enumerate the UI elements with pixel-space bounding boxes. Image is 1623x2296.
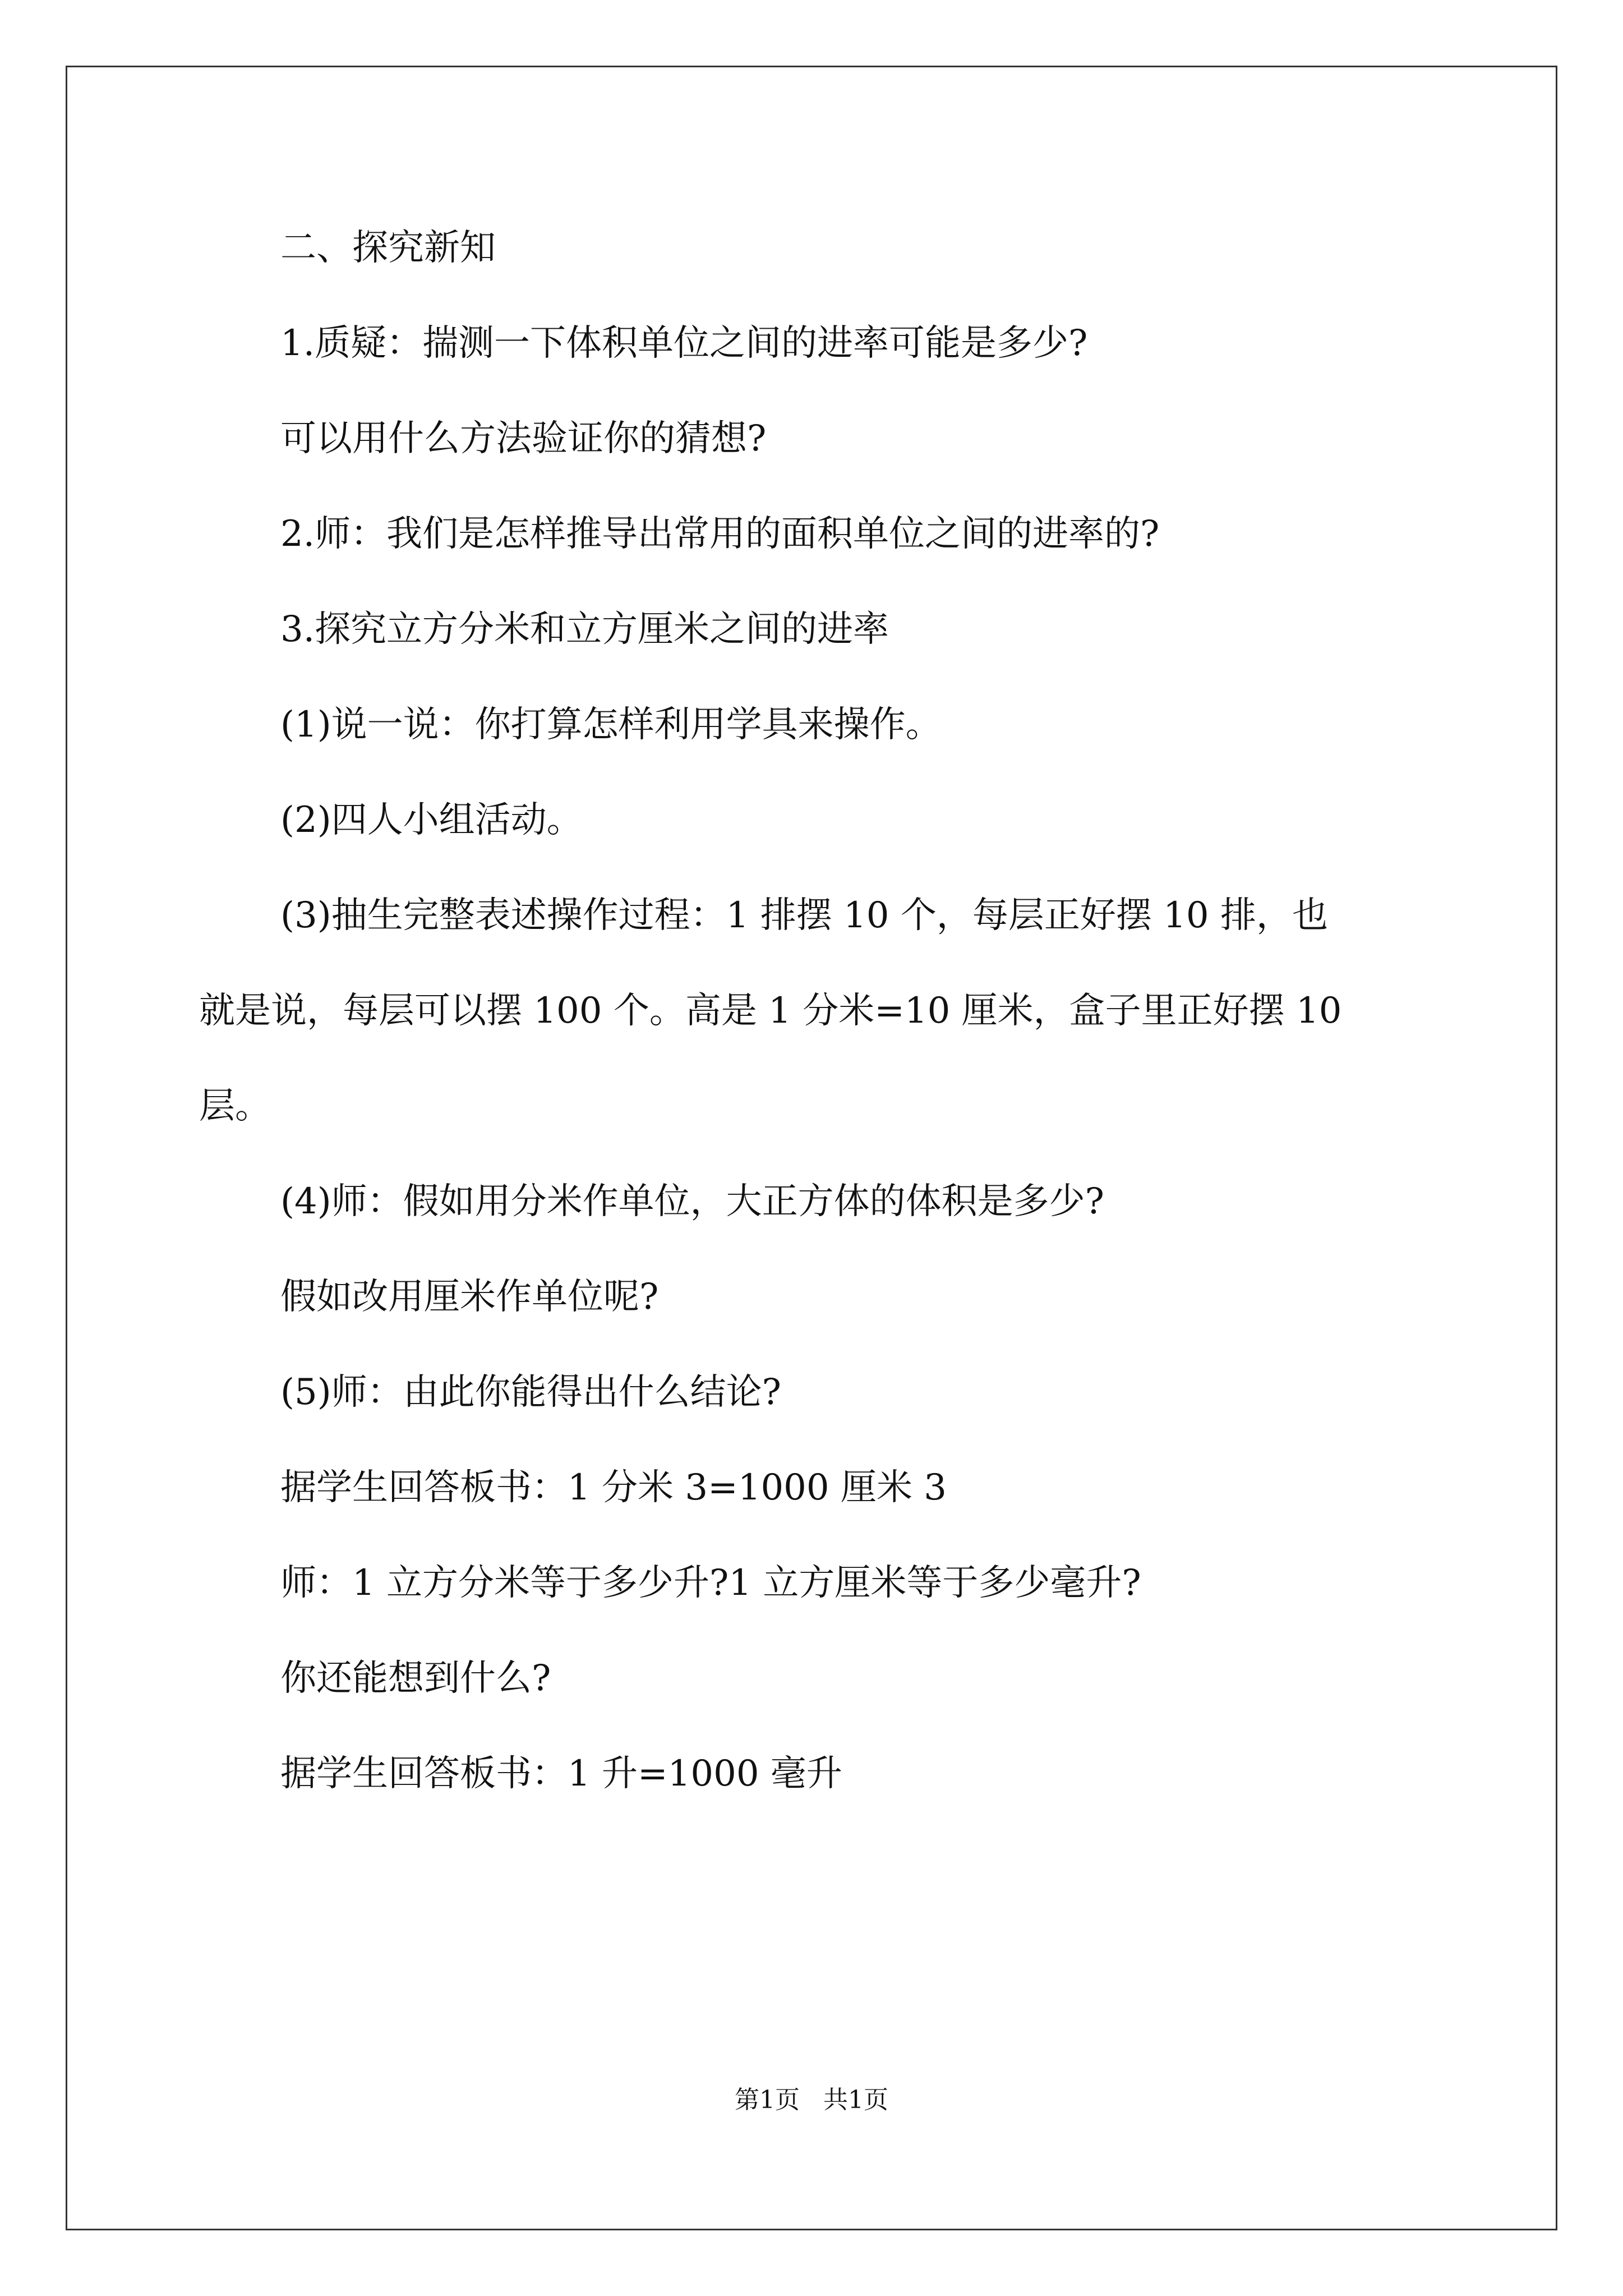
paragraph-line: 师：1 立方分米等于多少升?1 立方厘米等于多少毫升? — [280, 1562, 1141, 1604]
page-footer: 第1页 共1页 — [735, 2086, 888, 2114]
paragraph-line: 据学生回答板书：1 升=1000 毫升 — [280, 1753, 842, 1795]
paragraph-line: (1)说一说：你打算怎样利用学具来操作。 — [280, 704, 942, 746]
paragraph-line: (2)四人小组活动。 — [280, 799, 583, 841]
paragraph-line: 可以用什么方法验证你的猜想? — [280, 418, 767, 459]
paragraph-line: 1.质疑：揣测一下体积单位之间的进率可能是多少? — [280, 323, 1088, 364]
paragraph-line: 3.探究立方分米和立方厘米之间的进率 — [280, 609, 889, 650]
paragraph-line: 假如改用厘米作单位呢? — [280, 1276, 659, 1318]
paragraph-line: 层。 — [199, 1085, 271, 1127]
paragraph-line: 据学生回答板书：1 分米 3=1000 厘米 3 — [280, 1467, 947, 1508]
paragraph-line: 就是说，每层可以摆 100 个。高是 1 分米=10 厘米，盒子里正好摆 10 — [199, 990, 1342, 1032]
section-heading: 二、探究新知 — [280, 227, 496, 269]
paragraph-line: 2.师：我们是怎样推导出常用的面积单位之间的进率的? — [280, 513, 1160, 555]
paragraph-line: (4)师：假如用分米作单位，大正方体的体积是多少? — [280, 1181, 1104, 1222]
page-frame — [66, 66, 1557, 2230]
paragraph-line: (3)抽生完整表述操作过程：1 排摆 10 个，每层正好摆 10 排，也 — [280, 895, 1328, 936]
paragraph-line: 你还能想到什么? — [280, 1658, 551, 1699]
paragraph-line: (5)师：由此你能得出什么结论? — [280, 1372, 781, 1413]
